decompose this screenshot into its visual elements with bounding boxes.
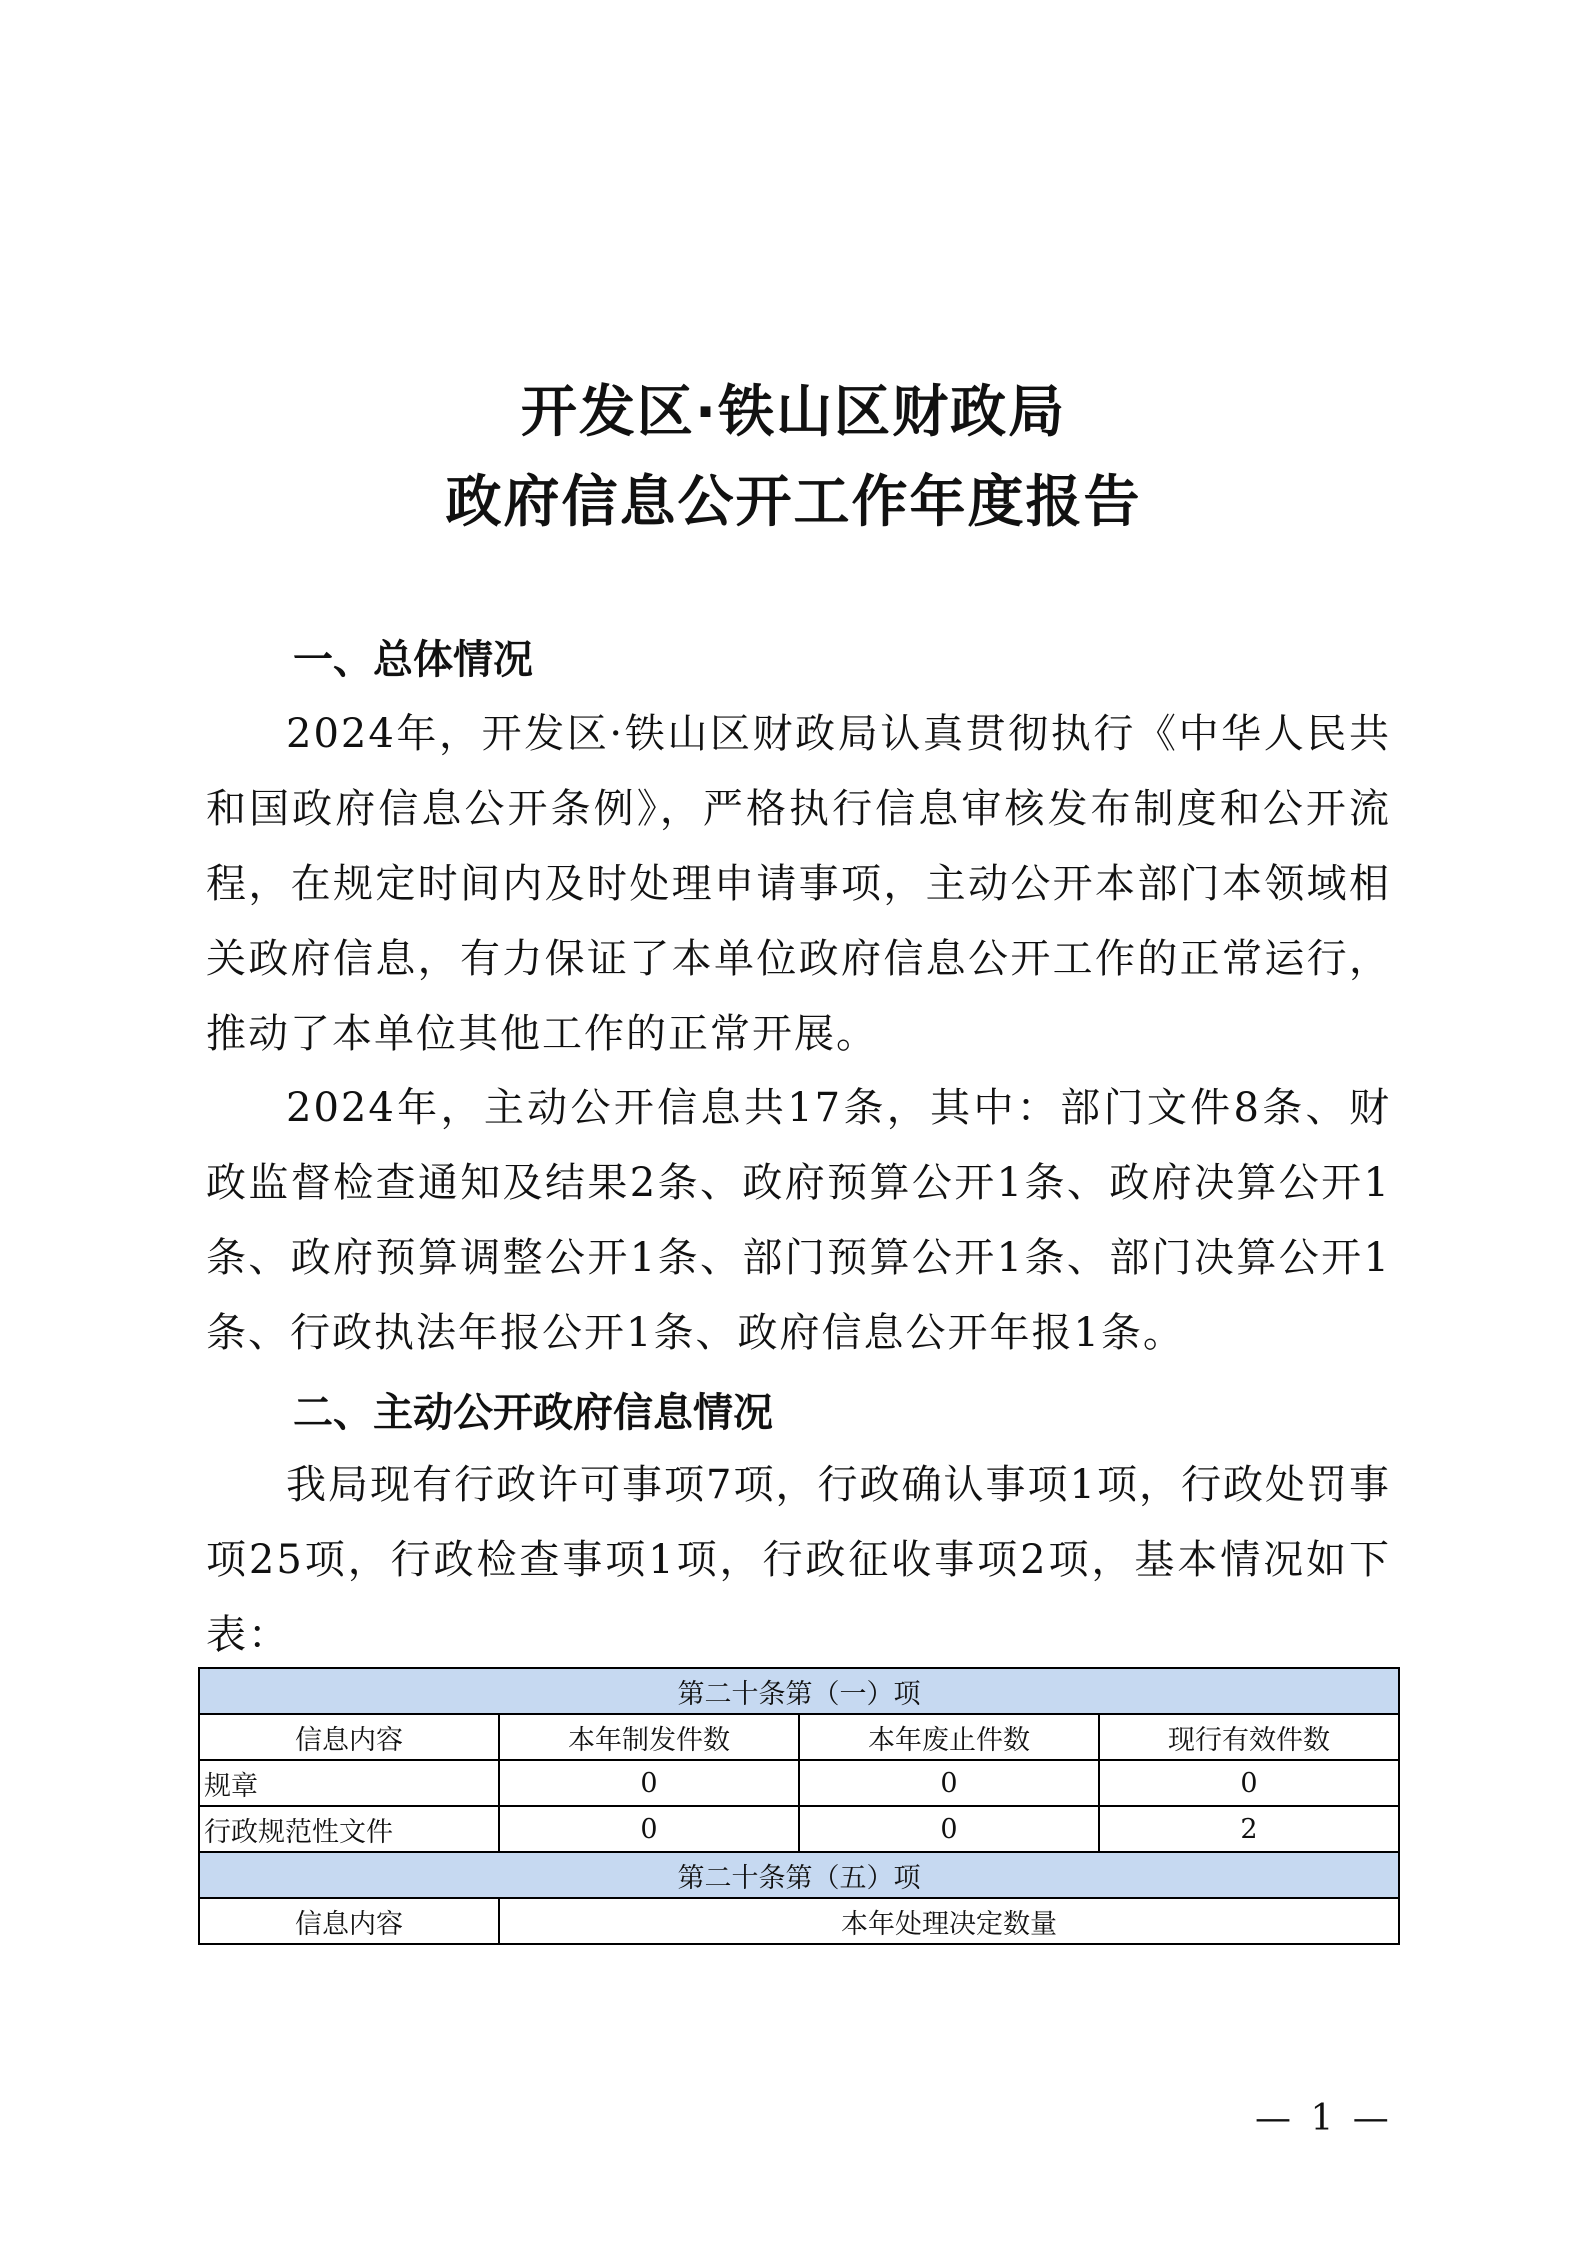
table-section-title: 第二十条第（五）项	[199, 1852, 1399, 1898]
document-title-line-1: 开发区·铁山区财政局	[520, 380, 1067, 445]
overview-paragraph-1: 2024年，开发区·铁山区财政局认真贯彻执行《中华人民共和国政府信息公开条例》，严格执行信息审核发布制度和公开流程，在规定时间内及时处理申请事项，主动公开本部门本领域相关政府信息，有力保证了本单位政府信息公开工作的正常运行，推动了本单位其他工作的正常开展。	[206, 711, 1391, 1057]
table-cell: 2	[1099, 1806, 1399, 1852]
table-cell: 0	[1099, 1760, 1399, 1806]
table-header-cell: 本年制发件数	[499, 1714, 799, 1760]
table-header-cell: 本年废止件数	[799, 1714, 1099, 1760]
table-section-row	[199, 1668, 1399, 1714]
table-row	[199, 1760, 1399, 1806]
table-cell: 规章	[199, 1760, 499, 1806]
table-header-cell: 信息内容	[199, 1898, 499, 1944]
table-cell: 0	[499, 1760, 799, 1806]
proactive-disclosure-paragraph: 我局现有行政许可事项7项，行政确认事项1项，行政处罚事项25项，行政检查事项1项，行政征收事项2项，基本情况如下表：	[206, 1462, 1391, 1658]
table-header-row	[199, 1714, 1399, 1760]
table-cell: 0	[799, 1806, 1099, 1852]
section-heading-proactive-disclosure: 二、主动公开政府信息情况	[293, 1390, 773, 1436]
table-header-cell: 现行有效件数	[1099, 1714, 1399, 1760]
table-row	[199, 1806, 1399, 1852]
document-title-line-2: 政府信息公开工作年度报告	[445, 470, 1142, 535]
table-header-cell: 信息内容	[199, 1714, 499, 1760]
table-section-row	[199, 1852, 1399, 1898]
disclosure-table	[198, 1667, 1400, 1945]
table-cell: 0	[499, 1806, 799, 1852]
table-header-row	[199, 1898, 1399, 1944]
table-cell: 行政规范性文件	[199, 1806, 499, 1852]
table-cell: 0	[799, 1760, 1099, 1806]
page-number: — 1 —	[1255, 2098, 1393, 2139]
overview-paragraph-2: 2024年，主动公开信息共17条，其中：部门文件8条、财政监督检查通知及结果2条、政府预算公开1条、政府决算公开1条、政府预算调整公开1条、部门预算公开1条、部门决算公开1条、行政执法年报公开1条、政府信息公开年报1条。	[206, 1085, 1391, 1356]
section-heading-overview: 一、总体情况	[293, 637, 533, 683]
table-section-title: 第二十条第（一）项	[199, 1668, 1399, 1714]
table-header-cell: 本年处理决定数量	[499, 1898, 1399, 1944]
